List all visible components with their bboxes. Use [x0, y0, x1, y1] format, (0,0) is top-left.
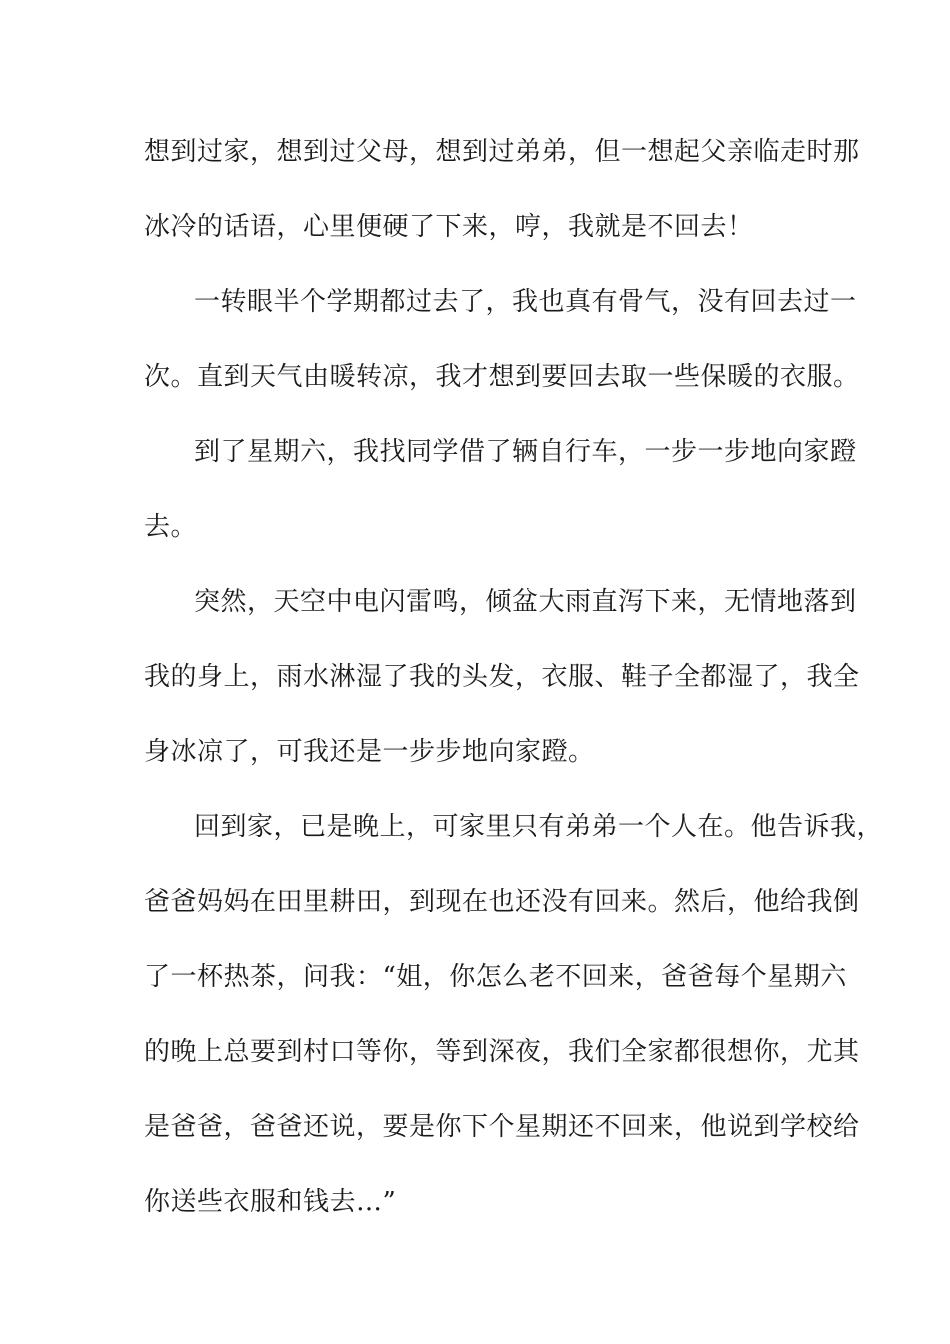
text-line: 我的身上，雨水淋湿了我的头发，衣服、鞋子全都湿了，我全 — [144, 662, 860, 692]
text-line: 是爸爸，爸爸还说，要是你下个星期还不回来，他说到学校给 — [144, 1112, 860, 1142]
text-line: 冰冷的话语，心里便硬了下来，哼，我就是不回去！ — [144, 212, 754, 242]
paragraph-start-line: 回到家，已是晚上，可家里只有弟弟一个人在。他告诉我， — [194, 812, 884, 842]
paragraph-start-line: 突然，天空中电闪雷鸣，倾盆大雨直泻下来，无情地落到 — [194, 587, 857, 617]
paragraph-start-line: 到了星期六，我找同学借了辆自行车，一步一步地向家蹬 — [194, 437, 857, 467]
text-line: 的晚上总要到村口等你，等到深夜，我们全家都很想你，尤其 — [144, 1037, 860, 1067]
text-line: 身冰凉了，可我还是一步步地向家蹬。 — [144, 737, 595, 767]
text-line: 了一杯热茶，问我：“姐，你怎么老不回来，爸爸每个星期六 — [144, 962, 847, 992]
text-line: 爸爸妈妈在田里耕田，到现在也还没有回来。然后，他给我倒 — [144, 887, 860, 917]
text-line: 你送些衣服和钱去…” — [144, 1187, 397, 1217]
paragraph-start-line: 一转眼半个学期都过去了，我也真有骨气，没有回去过一 — [194, 287, 857, 317]
text-line: 去。 — [144, 512, 198, 542]
text-line: 想到过家，想到过父母，想到过弟弟，但一想起父亲临走时那 — [144, 137, 860, 167]
text-line: 次。直到天气由暖转凉，我才想到要回去取一些保暖的衣服。 — [144, 362, 860, 392]
